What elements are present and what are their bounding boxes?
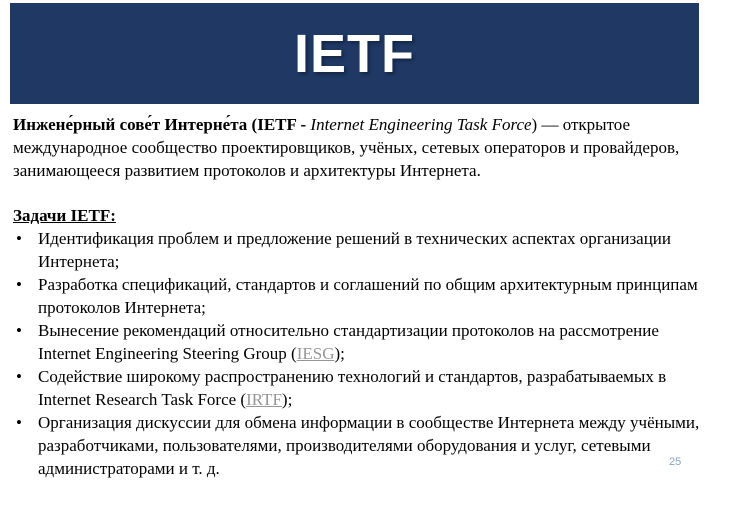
task-item [13, 411, 705, 480]
bullet-marker: • [16, 229, 22, 248]
page-number: 25 [669, 456, 682, 468]
task-item [13, 365, 705, 411]
task-item [13, 227, 705, 273]
slide-header [10, 3, 699, 104]
task-text: ); [281, 390, 293, 409]
tasks-heading: Задачи IETF: [13, 206, 116, 225]
task-item [13, 273, 705, 319]
task-text: Идентификация проблем и предложение решений в технических аспектах организации Интернета; [38, 229, 672, 271]
irtf-link[interactable]: IRTF [246, 390, 282, 409]
task-text: Вынесение рекомендаций относительно стандартизации протоколов на рассмотрение Internet Engineering Steering Group ( [38, 321, 659, 363]
tasks-list [13, 227, 705, 480]
iesg-link[interactable]: IESG [296, 344, 335, 363]
intro-italic-text: Internet Engineering Task Force [310, 115, 532, 134]
bullet-marker: • [16, 367, 22, 386]
task-item [13, 319, 705, 365]
bullet-marker: • [16, 413, 22, 432]
task-text: Разработка спецификаций, стандартов и соглашений по общим архитектурным принципам протоколов Интернета; [38, 275, 698, 317]
intro-bold-text: Инжене́рный сове́т Интерне́та (IETF - [13, 115, 311, 134]
intro-rest-text: ) — открытое международное сообщество проектировщиков, учёных, сетевых операторов и провайдеров, занимающееся развитием протоколов и архитектуры Интернета. [13, 115, 680, 180]
slide-body [13, 113, 705, 480]
bullet-marker: • [16, 321, 22, 340]
task-text: Содействие широкому распространению технологий и стандартов, разрабатываемых в Internet Research Task Force ( [38, 367, 667, 409]
intro-paragraph [13, 113, 705, 182]
task-text: ); [334, 344, 345, 363]
task-text: Организация дискуссии для обмена информации в сообществе Интернета между учёными, разработчиками, пользователями, производителями оборудования и услуг, сетевыми администраторами и т. д. [38, 413, 700, 478]
slide-title: IETF [294, 23, 415, 84]
bullet-marker: • [16, 275, 22, 294]
